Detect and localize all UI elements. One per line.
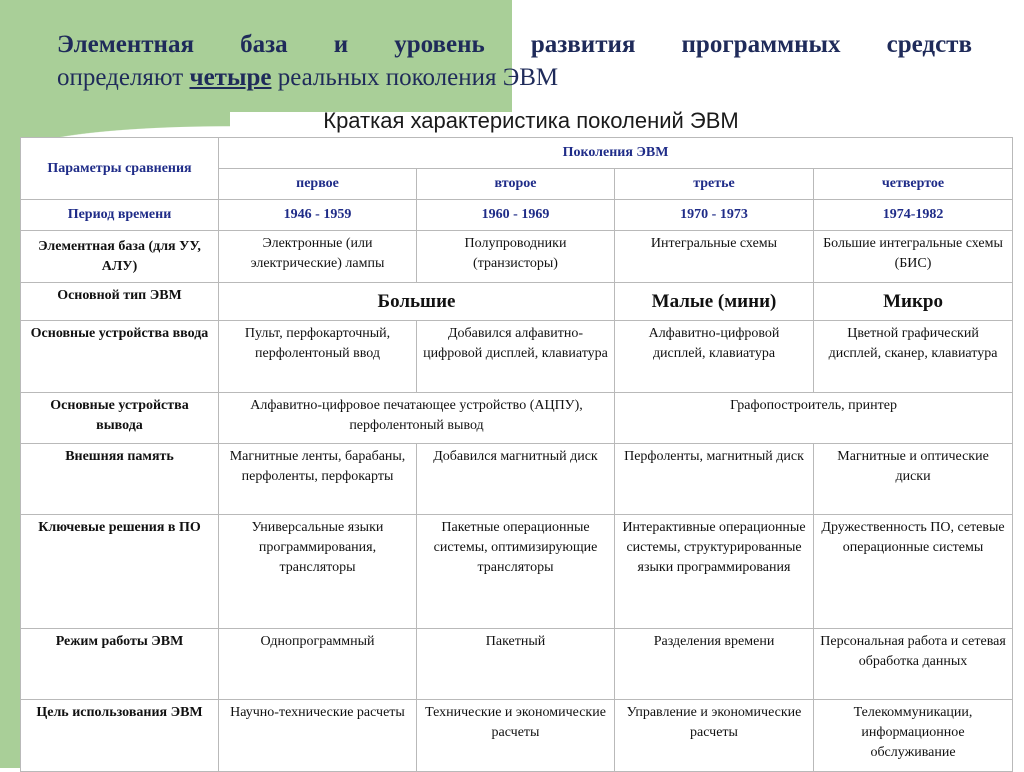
table-row [21, 393, 1013, 444]
table-cell: Пакетные операционные системы, оптимизирующие трансляторы [417, 515, 615, 629]
table-cell: Большие [219, 283, 615, 321]
row-label: Режим работы ЭВМ [21, 629, 219, 700]
table-cell: Дружественность ПО, сетевые операционные системы [814, 515, 1013, 629]
table-cell: Интегральные схемы [615, 231, 814, 283]
table-cell: Большие интегральные схемы (БИС) [814, 231, 1013, 283]
table-row [21, 321, 1013, 393]
table-cell: Интерактивные операционные системы, структурированные языки программирования [615, 515, 814, 629]
table-cell: Телекоммуникации, информационное обслуживание [814, 700, 1013, 772]
green-side-strip [0, 112, 20, 768]
table-cell: Перфоленты, магнитный диск [615, 444, 814, 515]
table-cell: Универсальные языки программирования, трансляторы [219, 515, 417, 629]
table-cell: Электронные (или электрические) лампы [219, 231, 417, 283]
period-cell: 1960 - 1969 [417, 200, 615, 231]
table-cell: Управление и экономические расчеты [615, 700, 814, 772]
row-label: Основные устройства вывода [21, 393, 219, 444]
table-cell: Научно-технические расчеты [219, 700, 417, 772]
heading-line-1 [57, 28, 972, 61]
heading-word: развития [530, 31, 636, 58]
heading-emphasis: четыре [189, 64, 272, 91]
table-cell: Пульт, перфокарточный, перфолентоный ввод [219, 321, 417, 393]
period-cell: 1946 - 1959 [219, 200, 417, 231]
table-cell: Алфавитно-цифровой дисплей, клавиатура [615, 321, 814, 393]
table-cell: Магнитные ленты, барабаны, перфоленты, перфокарты [219, 444, 417, 515]
heading-word: уровень [394, 31, 485, 58]
generations-table [20, 137, 1013, 772]
period-cell: 1974-1982 [814, 200, 1013, 231]
table-cell: Пакетный [417, 629, 615, 700]
heading-word: Элементная [57, 31, 194, 58]
param-header: Параметры сравнения [21, 138, 219, 200]
generations-header: Поколения ЭВМ [219, 138, 1013, 169]
table-row [21, 283, 1013, 321]
table-cell: Магнитные и оптические диски [814, 444, 1013, 515]
heading-word: база [240, 31, 288, 58]
table-cell: Графопостроитель, принтер [615, 393, 1013, 444]
table-row [21, 444, 1013, 515]
row-label: Ключевые решения в ПО [21, 515, 219, 629]
heading-word: и [333, 31, 349, 58]
generation-second: второе [417, 169, 615, 200]
table-cell: Разделения времени [615, 629, 814, 700]
table-row [21, 700, 1013, 772]
table-cell: Технические и экономические расчеты [417, 700, 615, 772]
table-row [21, 515, 1013, 629]
table-cell: Однопрограммный [219, 629, 417, 700]
heading-word: программных [681, 31, 841, 58]
row-label: Элементная база (для УУ, АЛУ) [21, 231, 219, 283]
period-label: Период времени [21, 200, 219, 231]
table-cell: Добавился магнитный диск [417, 444, 615, 515]
generation-first: первое [219, 169, 417, 200]
heading-word: средств [886, 31, 972, 58]
row-label: Основной тип ЭВМ [21, 283, 219, 321]
slide-heading [57, 28, 972, 94]
heading-line-2 [57, 61, 972, 94]
heading-text: определяют [57, 64, 190, 91]
table-title: Краткая характеристика поколений ЭВМ [323, 108, 739, 133]
table-cell: Алфавитно-цифровое печатающее устройство (АЦПУ), перфолентоный вывод [219, 393, 615, 444]
table-row [21, 231, 1013, 283]
heading-text: реальных поколения ЭВМ [271, 64, 559, 91]
period-cell: 1970 - 1973 [615, 200, 814, 231]
table-row [21, 138, 1013, 169]
table-cell: Добавился алфавитно-цифровой дисплей, клавиатура [417, 321, 615, 393]
table-row [21, 629, 1013, 700]
table-row [21, 200, 1013, 231]
table-cell: Микро [814, 283, 1013, 321]
row-label: Внешняя память [21, 444, 219, 515]
generation-fourth: четвертое [814, 169, 1013, 200]
table-cell: Цветной графический дисплей, сканер, клавиатура [814, 321, 1013, 393]
table-cell: Малые (мини) [615, 283, 814, 321]
row-label: Основные устройства ввода [21, 321, 219, 393]
row-label: Цель использования ЭВМ [21, 700, 219, 772]
generation-third: третье [615, 169, 814, 200]
table-cell: Полупроводники (транзисторы) [417, 231, 615, 283]
table-cell: Персональная работа и сетевая обработка данных [814, 629, 1013, 700]
